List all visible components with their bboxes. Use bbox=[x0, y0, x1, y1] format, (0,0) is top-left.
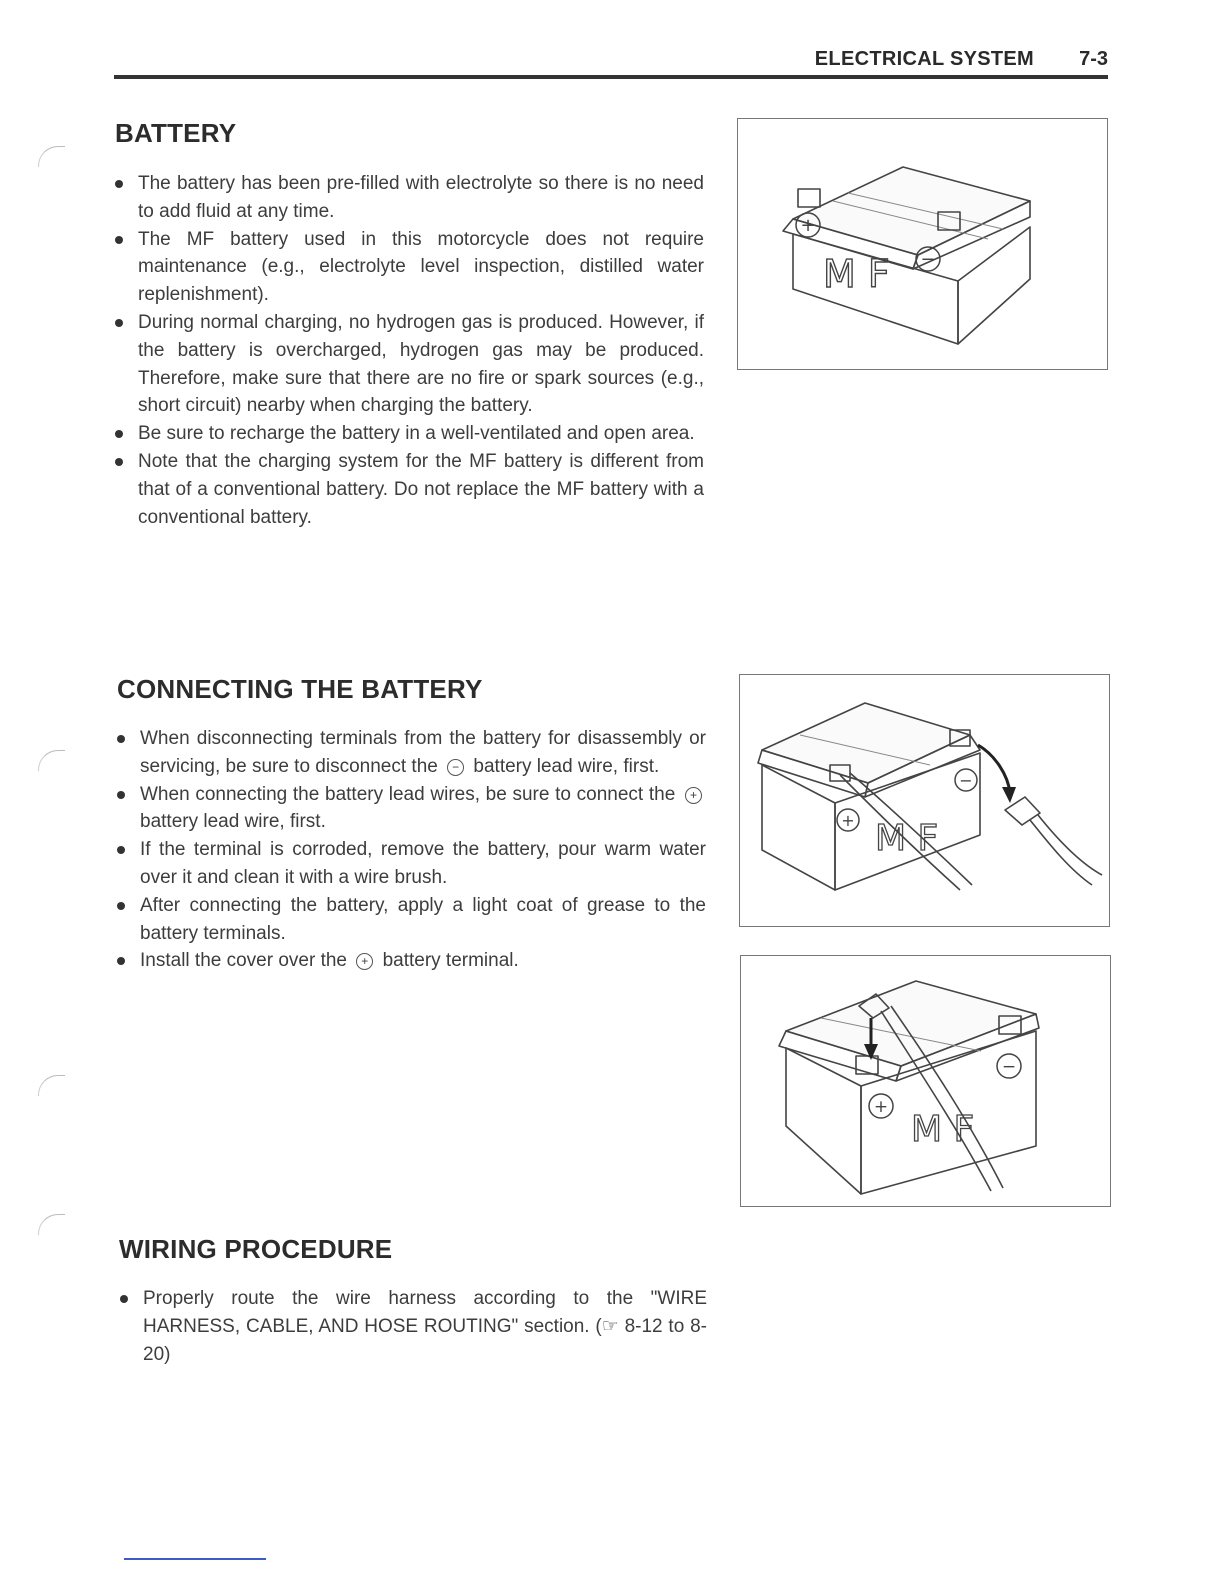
list-item: Properly route the wire harness according to the "WIRE HARNESS, CABLE, AND HOSE ROUTING" section. (☞ 8-12 to 8-20) bbox=[119, 1285, 707, 1368]
bullet-text: battery lead wire, first. bbox=[140, 811, 326, 833]
margin-mark bbox=[38, 750, 65, 771]
list-item bbox=[116, 725, 706, 781]
plus-symbol: + bbox=[800, 215, 816, 236]
page-number: 7-3 bbox=[1079, 48, 1108, 70]
connecting-heading: CONNECTING THE BATTERY bbox=[117, 674, 483, 704]
battery-connect-illustration bbox=[741, 956, 1110, 1206]
plus-circle-icon: + bbox=[685, 787, 702, 804]
header-rule bbox=[114, 75, 1108, 79]
wiring-heading: WIRING PROCEDURE bbox=[119, 1234, 393, 1264]
minus-symbol: − bbox=[920, 249, 936, 270]
disconnect-figure bbox=[739, 674, 1110, 927]
bullet-text: battery lead wire, first. bbox=[473, 755, 660, 777]
mf-label: M F bbox=[875, 818, 939, 859]
bullet-text: When disconnecting terminals from the battery for disassembly or servicing, be sure to disconnect the bbox=[140, 728, 706, 777]
bullet-text: battery terminal. bbox=[382, 950, 519, 972]
plus-symbol: + bbox=[873, 1097, 889, 1117]
battery-bullet-list bbox=[114, 170, 704, 531]
list-item: During normal charging, no hydrogen gas is produced. However, if the battery is overcharged, hydrogen gas may be produced. Therefore, make sure that there are no fire or spark sources (e.g., short circuit) nearby when charging the battery. bbox=[114, 309, 704, 420]
battery-disconnect-illustration bbox=[740, 675, 1109, 926]
list-item bbox=[116, 947, 706, 975]
battery-heading: BATTERY bbox=[115, 118, 237, 148]
connect-figure bbox=[740, 955, 1111, 1207]
list-item: After connecting the battery, apply a light coat of grease to the battery terminals. bbox=[116, 892, 706, 948]
list-item: Be sure to recharge the battery in a well-ventilated and open area. bbox=[114, 420, 704, 448]
bullet-text: Install the cover over the bbox=[140, 950, 347, 972]
list-item: The battery has been pre-filled with electrolyte so there is no need to add fluid at any time. bbox=[114, 170, 704, 226]
plus-circle-icon: + bbox=[356, 953, 373, 970]
connecting-bullet-list bbox=[116, 725, 706, 975]
list-item: If the terminal is corroded, remove the battery, pour warm water over it and clean it with a wire brush. bbox=[116, 836, 706, 892]
list-item: Note that the charging system for the MF battery is different from that of a conventional battery. Do not replace the MF battery with a conventional battery. bbox=[114, 448, 704, 531]
mf-battery-illustration bbox=[738, 119, 1107, 369]
page-header bbox=[114, 48, 1108, 74]
margin-mark bbox=[38, 1214, 65, 1235]
plus-symbol: + bbox=[841, 811, 855, 830]
margin-mark bbox=[38, 146, 65, 167]
minus-circle-icon: − bbox=[447, 759, 464, 776]
mf-label: M F bbox=[823, 252, 890, 296]
footer-rule bbox=[124, 1558, 266, 1560]
list-item: The MF battery used in this motorcycle does not require maintenance (e.g., electrolyte level inspection, distilled water replenishment). bbox=[114, 226, 704, 309]
margin-mark bbox=[38, 1075, 65, 1096]
minus-symbol: − bbox=[1001, 1057, 1017, 1077]
bullet-text: When connecting the battery lead wires, be sure to connect the bbox=[140, 783, 676, 805]
battery-figure bbox=[737, 118, 1108, 370]
wiring-bullet-list bbox=[119, 1285, 707, 1368]
mf-label: M F bbox=[911, 1109, 975, 1150]
minus-symbol: − bbox=[959, 771, 973, 790]
list-item bbox=[116, 781, 706, 837]
section-title: ELECTRICAL SYSTEM bbox=[814, 48, 1034, 70]
